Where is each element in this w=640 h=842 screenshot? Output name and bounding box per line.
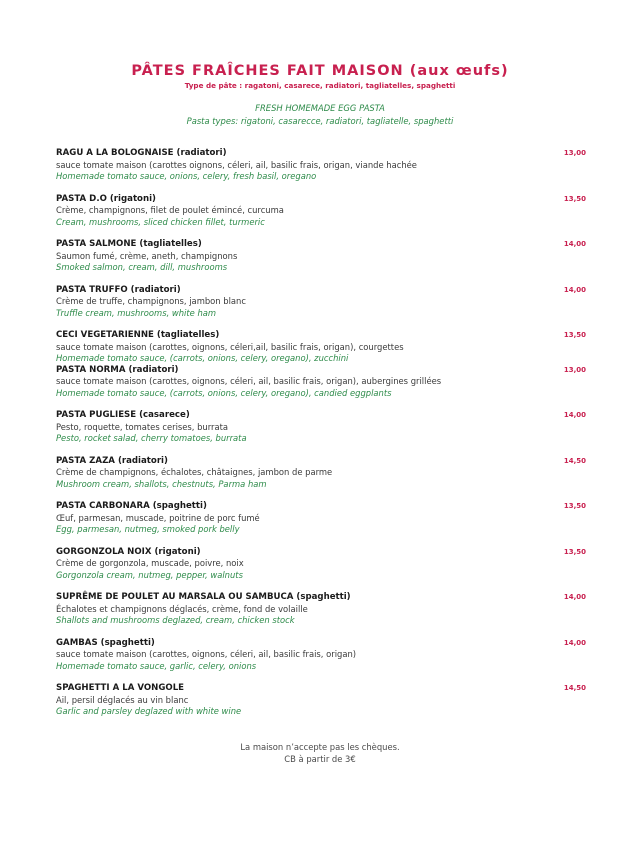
item-price: 14,00 [563, 593, 586, 601]
item-description-en: Egg, parmesan, nutmeg, smoked pork belly [56, 524, 240, 534]
item-description-en: Shallots and mushrooms deglazed, cream, chicken stock [56, 615, 295, 625]
item-description-en: Homemade tomato sauce, onions, celery, fresh basil, oregano [56, 171, 317, 181]
item-price: 14,00 [563, 411, 586, 419]
card-minimum-notice: CB à partir de 3€ [284, 754, 356, 764]
item-name: PASTA ZAZA (radiatori) [56, 455, 168, 466]
menu-item [56, 547, 586, 582]
item-description-en: Cream, mushrooms, sliced chicken fillet, turmeric [56, 216, 265, 227]
item-name: GAMBAS (spaghetti) [56, 637, 155, 648]
item-description-fr: sauce tomate maison (carottes, oignons, céleri, ail, basilic frais, origan), aubergines grillées [56, 376, 442, 386]
item-description-en: Homemade tomato sauce, (carrots, onions, celery, oregano), candied eggplants [56, 387, 392, 398]
item-price: 13,50 [563, 502, 586, 510]
item-description-fr: sauce tomate maison (carottes, oignons, céleri,ail, basilic frais, origan), courgettes [56, 341, 404, 352]
item-description-en: Homemade tomato sauce, garlic, celery, onions [56, 660, 257, 671]
item-name: SPAGHETTI A LA VONGOLE [56, 683, 185, 693]
item-description-fr: Saumon fumé, crème, aneth, champignons [56, 250, 238, 261]
menu-item [56, 365, 586, 400]
menu-item [56, 194, 586, 229]
item-name: PASTA D.O (rigatoni) [56, 193, 156, 204]
page-title: PÂTES FRAÎCHES FAIT MAISON (aux œufs) [131, 63, 509, 79]
item-price: 13,00 [563, 365, 586, 374]
menu-item [56, 330, 586, 365]
menu-item [56, 638, 586, 673]
item-description-fr: Crème de champignons, échalotes, châtaignes, jambon de parme [56, 467, 333, 477]
item-description-fr: Œuf, parmesan, muscade, poitrine de porc fumé [56, 512, 260, 523]
item-price: 13,50 [563, 547, 586, 556]
item-price: 14,00 [563, 240, 586, 248]
menu-item [56, 148, 586, 183]
item-price: 14,50 [563, 456, 586, 465]
payment-notice [0, 741, 640, 765]
menu-items [56, 148, 586, 718]
item-price: 13,00 [563, 149, 586, 157]
item-name: PASTA TRUFFO (radiatori) [56, 284, 181, 295]
item-name: CECI VEGETARIENNE (tagliatelles) [56, 330, 220, 340]
item-price: 14,50 [563, 684, 586, 692]
item-name: SUPRÊME DE POULET AU MARSALA OU SAMBUCA (spaghetti) [56, 592, 351, 602]
item-name: PASTA CARBONARA (spaghetti) [56, 501, 207, 511]
pasta-types-en: Pasta types: rigatoni, casarecce, radiatori, tagliatelle, spaghetti [186, 116, 454, 126]
item-description-en: Smoked salmon, cream, dill, mushrooms [56, 262, 228, 272]
item-description-en: Truffle cream, mushrooms, white ham [56, 307, 217, 318]
item-name: RAGU A LA BOLOGNAISE (radiatori) [56, 148, 227, 158]
menu-item [56, 285, 586, 320]
item-description-fr: sauce tomate maison (carottes, oignons, céleri, ail, basilic frais, origan) [56, 649, 357, 659]
item-price: 14,00 [563, 285, 586, 294]
item-description-fr: Crème de gorgonzola, muscade, poivre, noix [56, 558, 244, 568]
item-description-fr: Pesto, roquette, tomates cerises, burrata [56, 421, 229, 432]
item-description-en: Mushroom cream, shallots, chestnuts, Parma ham [56, 478, 267, 489]
item-description-en: Gorgonzola cream, nutmeg, pepper, walnuts [56, 569, 243, 580]
item-description-fr: Crème, champignons, filet de poulet émincé, curcuma [56, 205, 284, 215]
item-price: 13,50 [563, 331, 586, 339]
menu-item [56, 239, 586, 274]
menu-item [56, 501, 586, 536]
item-price: 13,50 [563, 194, 586, 203]
english-title: FRESH HOMEMADE EGG PASTA [255, 103, 385, 113]
item-name: PASTA SALMONE (tagliatelles) [56, 239, 202, 249]
item-description-fr: Échalotes et champignons déglacés, crème, fond de volaille [56, 603, 308, 614]
menu-item [56, 592, 586, 627]
pasta-types-fr: Type de pâte : ragatoni, casarece, radiatori, tagliatelles, spaghetti [184, 81, 456, 90]
item-description-en: Homemade tomato sauce, (carrots, onions, celery, oregano), zucchini [56, 353, 349, 363]
item-description-en: Garlic and parsley deglazed with white wine [56, 706, 242, 716]
item-name: PASTA NORMA (radiatori) [56, 364, 179, 375]
no-cheques-notice: La maison n’accepte pas les chèques. [240, 742, 400, 752]
item-description-fr: sauce tomate maison (carottes oignons, céleri, ail, basilic frais, origan, viande hachée [56, 159, 417, 170]
item-price: 14,00 [563, 638, 586, 647]
menu-item [56, 683, 586, 718]
menu-item [56, 410, 586, 445]
item-name: PASTA PUGLIESE (casarece) [56, 410, 190, 420]
item-description-en: Pesto, rocket salad, cherry tomatoes, burrata [56, 433, 247, 443]
item-description-fr: Ail, persil déglacés au vin blanc [56, 694, 189, 705]
menu-header [0, 62, 640, 128]
menu-item [56, 456, 586, 491]
item-description-fr: Crème de truffe, champignons, jambon blanc [56, 296, 246, 306]
item-name: GORGONZOLA NOIX (rigatoni) [56, 546, 201, 557]
